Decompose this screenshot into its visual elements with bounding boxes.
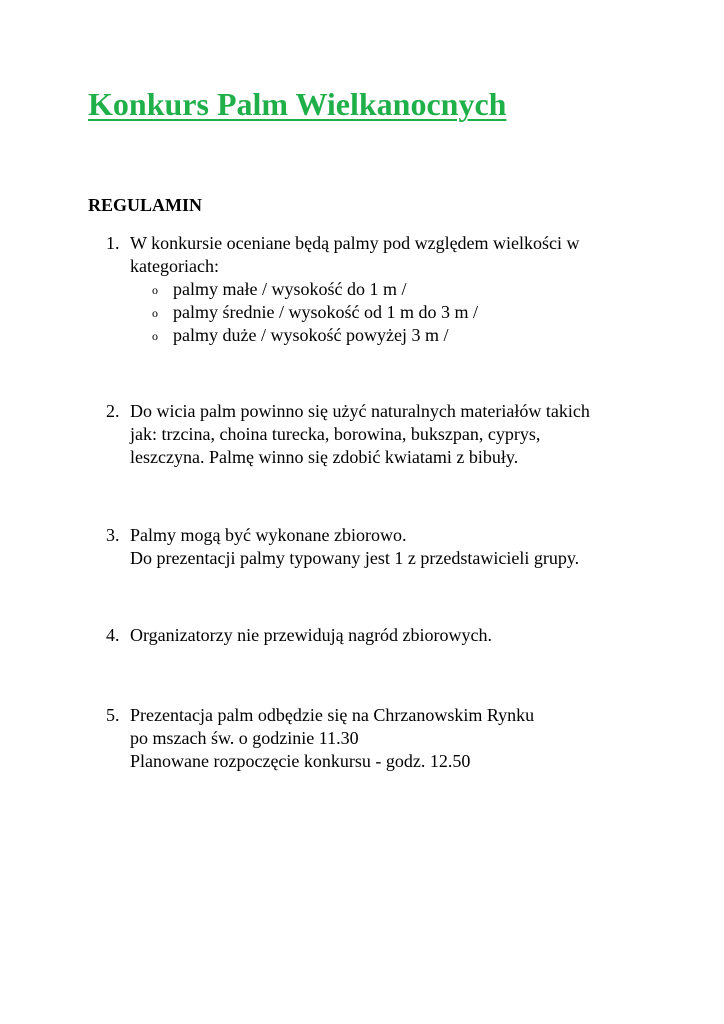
rule-number: 3.	[106, 525, 120, 545]
rule-text-line: Palmy mogą być wykonane zbiorowo.	[130, 525, 407, 545]
rule-body	[130, 232, 666, 347]
rule-item-3	[106, 524, 666, 570]
rule-text-line: kategoriach:	[130, 256, 219, 276]
rule-item-2	[106, 400, 666, 469]
rule-text-line: po mszach św. o godzinie 11.30	[130, 728, 359, 748]
circle-bullet-icon: o	[152, 283, 158, 297]
rule-body	[130, 524, 666, 570]
rule-item-4	[106, 624, 666, 647]
rule-text-line: jak: trzcina, choina turecka, borowina, bukszpan, cyprys,	[130, 424, 541, 444]
rule-text-line: Prezentacja palm odbędzie się na Chrzanowskim Rynku	[130, 705, 535, 725]
rule-text-line: Planowane rozpoczęcie konkursu - godz. 12.50	[130, 751, 471, 771]
category-text: palmy duże / wysokość powyżej 3 m /	[173, 325, 449, 345]
rule-text-line: leszczyna. Palmę winno się zdobić kwiatami z bibuły.	[130, 447, 519, 467]
rule-number: 1.	[106, 233, 120, 253]
rule-number: 5.	[106, 705, 120, 725]
rule-body	[130, 400, 666, 469]
rule-text-line: Do wicia palm powinno się użyć naturalnych materiałów takich	[130, 401, 590, 421]
rule-body	[130, 624, 666, 647]
category-text: palmy średnie / wysokość od 1 m do 3 m /	[173, 302, 478, 322]
document-title: Konkurs Palm Wielkanocnych	[88, 86, 507, 122]
category-item-medium	[130, 301, 666, 324]
category-item-large	[130, 324, 666, 347]
circle-bullet-icon: o	[152, 306, 158, 320]
section-heading: REGULAMIN	[88, 195, 203, 215]
rule-number: 2.	[106, 401, 120, 421]
rule-text-line: Organizatorzy nie przewidują nagród zbiorowych.	[130, 625, 493, 645]
rule-text-line: W konkursie oceniane będą palmy pod względem wielkości w	[130, 233, 580, 253]
category-list	[130, 278, 666, 347]
rule-item-5	[106, 704, 666, 773]
category-text: palmy małe / wysokość do 1 m /	[173, 279, 407, 299]
category-item-small	[130, 278, 666, 301]
rule-item-1	[106, 232, 666, 347]
circle-bullet-icon: o	[152, 329, 158, 343]
rule-body	[130, 704, 666, 773]
rule-text-line: Do prezentacji palmy typowany jest 1 z przedstawicieli grupy.	[130, 548, 580, 568]
rule-number: 4.	[106, 625, 120, 645]
